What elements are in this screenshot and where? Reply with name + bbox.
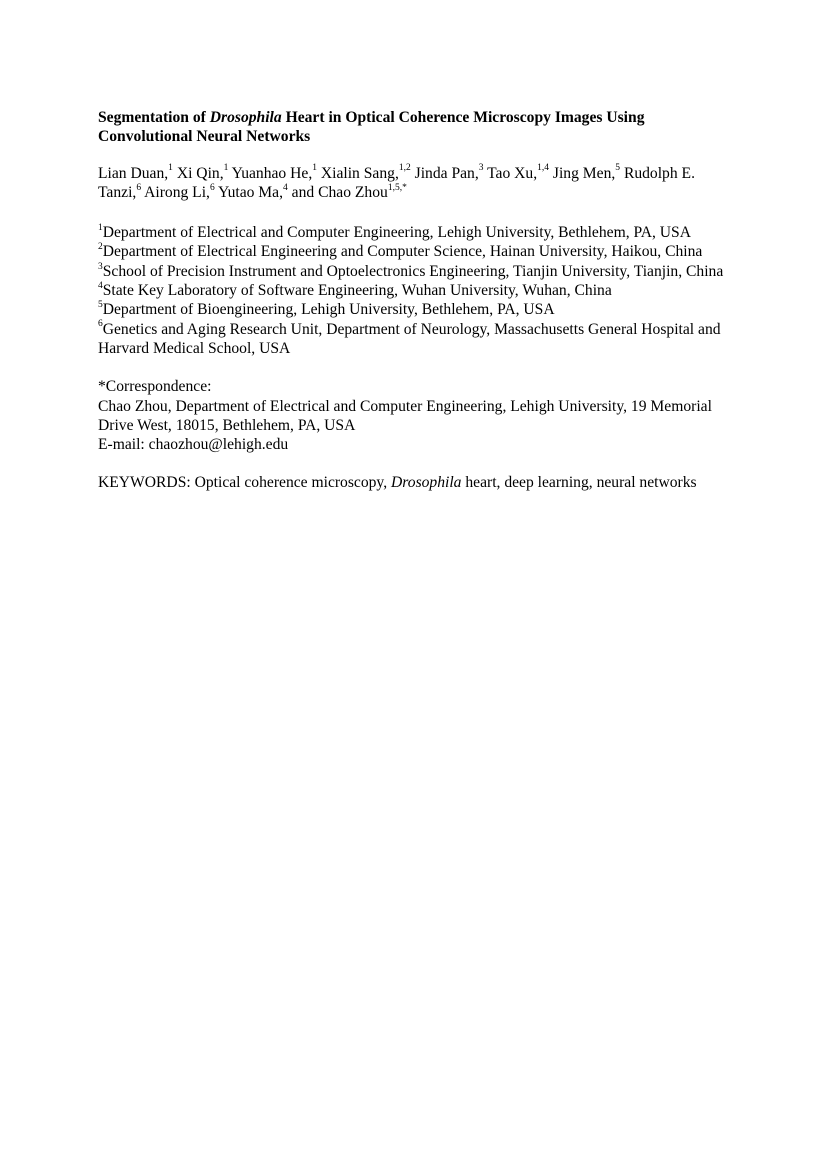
author-affil-sup: 3	[478, 163, 484, 174]
author-affil-sup: 1,5,*	[387, 182, 407, 193]
author-affil-sup: 1	[312, 163, 317, 174]
title-italic: Drosophila	[209, 109, 282, 126]
keywords-line	[98, 473, 738, 492]
affiliation-number: 1	[98, 223, 103, 233]
correspondence-block	[98, 377, 738, 454]
author-name: Rudolph E. Tanzi,	[98, 164, 695, 201]
author-name: and Chao Zhou	[291, 183, 388, 201]
affiliation	[98, 223, 738, 242]
affiliation-text: Department of Electrical Engineering and Computer Science, Hainan University, Haikou, China	[102, 243, 703, 261]
author-name: Airong Li,	[144, 183, 210, 201]
affiliation	[98, 242, 738, 261]
correspondence-address: Chao Zhou, Department of Electrical and Computer Engineering, Lehigh University, 19 Memorial Drive West, 18015, Bethlehem, PA, USA	[98, 397, 712, 434]
author	[232, 165, 317, 182]
author-affil-sup: 6	[209, 182, 215, 193]
title-post: Heart in Optical Coherence Microscopy Images Using Convolutional Neural Networks	[98, 109, 645, 146]
keywords-pre: KEYWORDS: Optical coherence microscopy,	[98, 474, 392, 492]
author-list	[98, 164, 738, 203]
author-name: Lian Duan,	[98, 164, 169, 182]
affiliation-number: 3	[98, 261, 103, 272]
author	[292, 184, 407, 201]
affiliation-text: State Key Laboratory of Software Engineering, Wuhan University, Wuhan, China	[102, 282, 612, 300]
author-name: Yutao Ma,	[218, 183, 283, 201]
affiliation-number: 6	[98, 319, 103, 330]
author	[218, 184, 288, 201]
author-name: Yuanhao He,	[231, 164, 313, 182]
keywords-italic: Drosophila	[391, 474, 462, 492]
affiliation-text: Genetics and Aging Research Unit, Department of Neurology, Massachusetts General Hospital and Harvard Medical School, USA	[98, 320, 721, 357]
author-name: Xi Qin,	[176, 164, 224, 182]
affiliation-number: 2	[98, 242, 103, 253]
affiliation-list	[98, 223, 738, 358]
keywords-post: heart, deep learning, neural networks	[461, 474, 697, 492]
affiliation-text: Department of Bioengineering, Lehigh University, Bethlehem, PA, USA	[102, 301, 555, 319]
author	[415, 165, 484, 182]
author-affil-sup: 1,2	[398, 163, 411, 174]
author-affil-sup: 1	[223, 163, 229, 174]
author-affil-sup: 1	[168, 163, 173, 174]
title-pre: Segmentation of	[98, 109, 210, 126]
author-affil-sup: 5	[615, 163, 621, 174]
affiliation	[98, 300, 738, 319]
affiliation	[98, 262, 738, 281]
author	[553, 165, 620, 182]
author	[177, 165, 229, 182]
author	[321, 165, 411, 182]
affiliation-text: School of Precision Instrument and Optoelectronics Engineering, Tianjin University, Tianjin, China	[102, 262, 724, 280]
author	[98, 165, 173, 182]
author-affil-sup: 4	[283, 182, 288, 193]
author	[487, 165, 549, 182]
affiliation-number: 4	[98, 280, 103, 291]
paper-first-page	[98, 108, 738, 493]
affiliation-number: 5	[98, 300, 103, 311]
author-name: Jinda Pan,	[414, 164, 479, 182]
correspondence-email: E-mail: chaozhou@lehigh.edu	[98, 436, 289, 454]
affiliation-text: Department of Electrical and Computer Engineering, Lehigh University, Bethlehem, PA, USA	[102, 224, 691, 242]
affiliation	[98, 320, 738, 359]
correspondence-heading: *Correspondence:	[98, 378, 212, 396]
author-name: Tao Xu,	[487, 164, 538, 182]
author	[144, 184, 215, 201]
author-affil-sup: 6	[136, 182, 142, 193]
author-name: Xialin Sang,	[320, 164, 399, 182]
author-affil-sup: 1,4	[537, 163, 549, 174]
author-name: Jing Men,	[552, 164, 616, 182]
paper-title	[98, 108, 738, 147]
affiliation	[98, 281, 738, 300]
